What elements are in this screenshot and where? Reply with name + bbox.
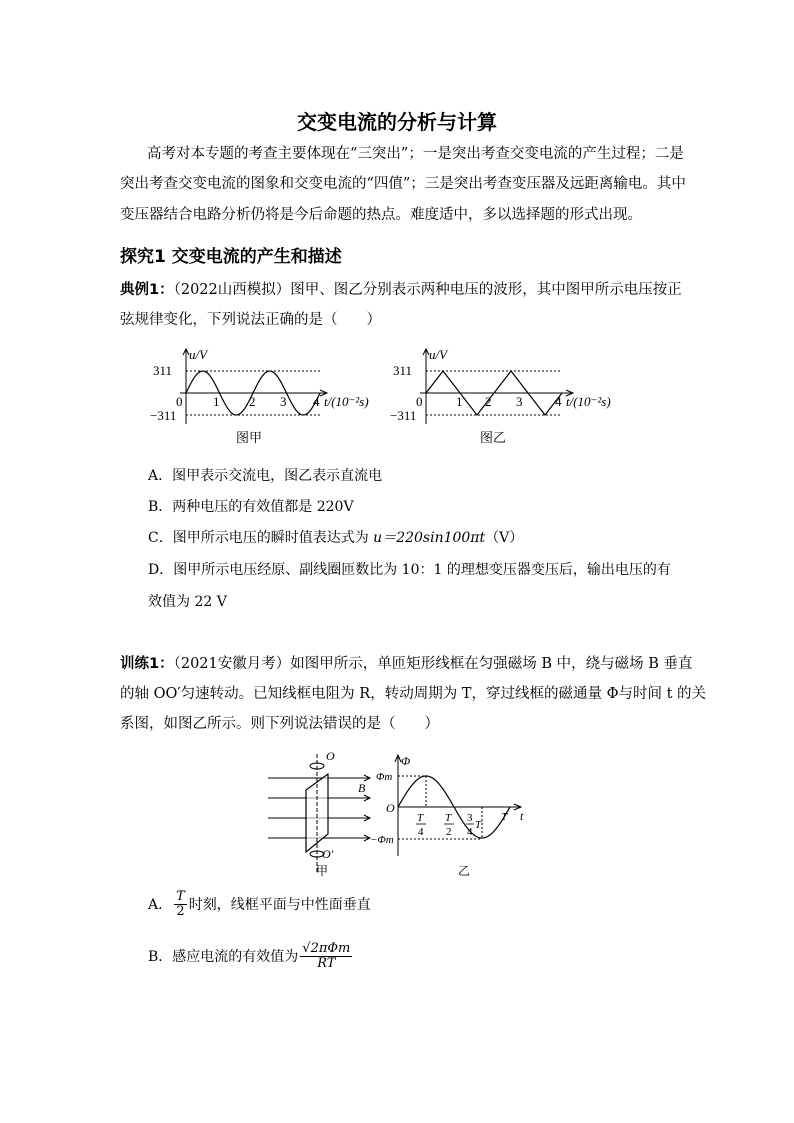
tick-t4-num: T [417,812,424,824]
fraction-numerator: √2πΦm [302,941,351,956]
figure-caption: 乙 [458,864,471,878]
tick-t2-den: 2 [446,826,452,838]
figure-b-triangle [372,344,617,452]
example-label: 典例1： [120,282,174,298]
intro-line-3: 变压器结合电路分析仍将是今后命题的热点。难度适中，多以选择题的形式出现。 [120,207,642,223]
x-axis-label: t/(10⁻²s) [324,394,369,409]
fraction-numerator: T [176,889,185,904]
origin-label: O [386,801,395,815]
tick-t2-num: T [445,812,452,824]
training-label: 训练1： [120,656,174,672]
training-option-b-text: B．感应电流的有效值为 [148,948,299,965]
fraction-t-over-2 [174,890,187,919]
tick-4: 4 [313,394,320,409]
fraction-effective-current [300,942,352,971]
training-option-a-label: A． [148,896,173,913]
x-axis-label: t [520,809,524,823]
tick-3: 3 [280,394,287,409]
tick-3t4-den: 4 [467,826,473,838]
x-axis-label: t/(10⁻²s) [566,394,611,409]
intro-line-2: 突出考查交变电流的图象和交变电流的“四值”；三是突出考查变压器及远距离输电。其中 [120,176,686,192]
figure-caption: 图甲 [236,430,263,445]
option-c [148,528,523,548]
tick-2: 2 [485,394,492,409]
axis-label-top: O [326,749,335,763]
y-max-label: 311 [393,363,413,378]
y-max-label: 311 [153,363,173,378]
training-option-b [148,942,354,971]
fraction-denominator: RT [317,956,336,971]
tick-2: 2 [249,394,256,409]
y-axis-label: Φ [401,754,411,768]
figure-caption: 甲 [316,864,329,878]
option-c-formula: u＝220sin100πt [373,530,486,546]
origin-label: 0 [176,394,183,409]
y-axis-label: u/V [189,347,208,362]
tick-3t4-tail: T [475,819,482,831]
option-c-unit: （V） [485,530,524,546]
page-title: 交变电流的分析与计算 [297,110,497,134]
tick-t: T [501,811,508,823]
example-line-1 [120,280,682,300]
figure-flux-graph [370,748,540,880]
option-c-text: C．图甲所示电压的瞬时值表达式为 [148,530,374,546]
y-axis-label: u/V [429,347,448,362]
origin-label: 0 [416,394,423,409]
option-d-line-1: D．图甲所示电压经原、副线圈匝数比为 10：1 的理想变压器变压后，输出电压的有 [148,562,671,578]
tick-t4-den: 4 [418,826,424,838]
training-line-3: 系图，如图乙所示。则下列说法错误的是（ ） [120,716,439,732]
training-text-1: （2021安徽月考）如图甲所示，单匝矩形线框在匀强磁场 B 中，绕与磁场 B 垂直 [173,656,693,672]
option-b: B．两种电压的有效值都是 220V [148,499,354,515]
figure-caption: 图乙 [480,430,507,445]
option-a: A．图甲表示交流电，图乙表示直流电 [148,468,383,484]
training-line-1 [120,654,693,674]
tick-3t4-num: 3 [467,812,473,824]
y-min-label: −311 [390,408,417,423]
figure-a-sine [150,344,380,452]
tick-4: 4 [555,394,562,409]
example-line-2: 弦规律变化，下列说法正确的是（ ） [120,312,381,328]
y-min-label: −Φm [370,834,394,846]
axis-label-bottom: O′ [322,847,334,861]
section-heading: 探究1 交变电流的产生和描述 [120,247,342,267]
y-min-label: −311 [150,408,177,423]
intro-line-1: 高考对本专题的考查主要体现在“三突出”；一是突出考查交变电流的产生过程；二是 [147,146,684,162]
fraction-denominator: 2 [176,904,185,919]
training-line-2: 的轴 OO′匀速转动。已知线框电阻为 R，转动周期为 T，穿过线框的磁通量 Φ与时间 t 的关 [120,686,707,702]
field-label: B [358,781,366,795]
tick-3: 3 [516,394,523,409]
tick-1: 1 [213,394,220,409]
y-max-label: Φm [376,771,393,783]
option-d-line-2: 效值为 22 V [148,594,227,610]
example-text-1: （2022山西模拟）图甲、图乙分别表示两种电压的波形，其中图甲所示电压按正 [173,282,682,298]
training-option-a [148,890,371,919]
tick-1: 1 [456,394,463,409]
training-option-a-text: 时刻，线框平面与中性面垂直 [188,896,371,913]
